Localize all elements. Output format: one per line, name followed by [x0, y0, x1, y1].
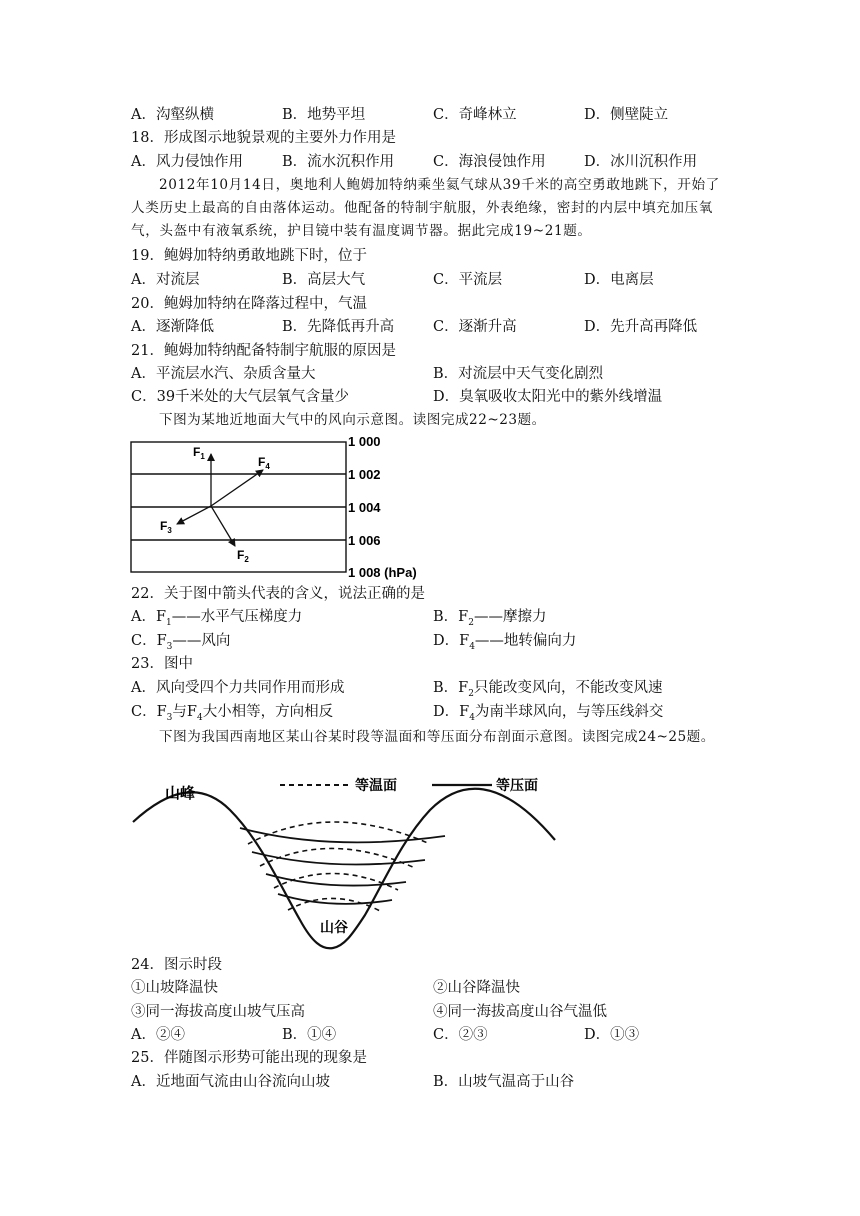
intro-22-23: 下图为某地近地面大气中的风向示意图。读图完成22~23题。 [159, 412, 546, 428]
valley-profile-diagram [130, 770, 560, 960]
q18-option-c: C．海浪侵蚀作用 [433, 154, 546, 170]
legend-isotherm-label: 等温面 [355, 777, 397, 793]
q23-option-a: A．风向受四个力共同作用而形成 [131, 680, 345, 696]
isobar-label-1004: 1 004 [348, 500, 381, 515]
q24-stem: 24．图示时段 [131, 957, 222, 973]
q19-option-d: D．电离层 [584, 272, 654, 288]
q23-stem: 23．图中 [131, 656, 193, 672]
q17-option-c: C．奇峰林立 [433, 107, 517, 123]
q22-option-b: B．$F_2——$摩擦力 [433, 609, 547, 628]
q24-item-2: ②山谷降温快 [433, 980, 520, 996]
q20-stem: 20．鲍姆加特纳在降落过程中，气温 [131, 296, 367, 312]
isobar-label-1006: 1 006 [348, 533, 381, 548]
q25-stem: 25．伴随图示形势可能出现的现象是 [131, 1050, 367, 1066]
q19-option-c: C．平流层 [433, 272, 503, 288]
q18-stem: 18．形成图示地貌景观的主要外力作用是 [131, 130, 396, 146]
isobar-label-1000: 1 000 [348, 434, 381, 449]
q22-option-c: C．$F_3——$风向 [131, 633, 231, 652]
peak-label: 山峰 [165, 785, 196, 802]
label-f4: $F_4$ [258, 455, 270, 471]
q19-option-b: B．高层大气 [282, 272, 366, 288]
arrow-f4 [211, 470, 263, 506]
q19-stem: 19．鲍姆加特纳勇敢地跳下时，位于 [131, 248, 367, 264]
q25-option-a: A．近地面气流由山谷流向山坡 [131, 1074, 330, 1090]
q18-option-d: D．冰川沉积作用 [584, 154, 698, 170]
q23-option-b: B．$F_2$只能改变风向，不能改变风速 [433, 680, 663, 699]
q21-option-c: C．39千米处的大气层氧气含量少 [131, 389, 350, 405]
q23-option-c: C．$F_3$与$F_4$大小相等，方向相反 [131, 704, 334, 723]
q22-option-d: D．$F_4——$地转偏向力 [433, 633, 577, 652]
q24-option-c: C．②③ [433, 1027, 488, 1043]
intro-24-25: 下图为我国西南地区某山谷某时段等温面和等压面分布剖面示意图。读图完成24~25题。 [159, 729, 715, 745]
q18-option-b: B．流水沉积作用 [282, 154, 395, 170]
q23-option-d: D．$F_4$为南半球风向，与等压线斜交 [433, 704, 664, 723]
label-f3: $F_3$ [160, 519, 172, 535]
q24-option-d: D．①③ [584, 1027, 640, 1043]
q21-option-b: B．对流层中天气变化剧烈 [433, 366, 604, 382]
q24-item-1: ①山坡降温快 [131, 980, 218, 996]
wind-force-diagram [125, 432, 445, 580]
isobar-label-1008: 1 008 (hPa) [348, 565, 417, 580]
q21-option-d: D．臭氧吸收太阳光中的紫外线增温 [433, 389, 663, 405]
q17-option-a: A．沟壑纵横 [131, 107, 214, 123]
isobar-label-1002: 1 002 [348, 467, 381, 482]
q22-option-a: A．$F_1——$水平气压梯度力 [131, 609, 303, 628]
q20-option-b: B．先降低再升高 [282, 319, 395, 335]
q21-stem: 21．鲍姆加特纳配备特制宇航服的原因是 [131, 343, 396, 359]
q24-option-b: B．①④ [282, 1027, 337, 1043]
q20-option-d: D．先升高再降低 [584, 319, 698, 335]
q21-option-a: A．平流层水汽、杂质含量大 [131, 366, 316, 382]
arrow-f3 [177, 506, 211, 524]
q24-option-a: A．②④ [131, 1027, 185, 1043]
passage-19-21: 2012年10月14日，奥地利人鲍姆加特纳乘坐氦气球从39千米的高空勇敢地跳下，开始了人类历史上最高的自由落体运动。他配备的特制宇航服，外表绝缘，密封的内层中填充加压氧气，头盔中有液氧系统，护目镜中装有温度调节器。据此完成19~21题。 [131, 177, 720, 239]
q24-item-3: ③同一海拔高度山坡气压高 [131, 1004, 305, 1020]
q19-option-a: A．对流层 [131, 272, 200, 288]
label-f1: $F_1$ [193, 445, 205, 461]
q25-option-b: B．山坡气温高于山谷 [433, 1074, 575, 1090]
q20-option-c: C．逐渐升高 [433, 319, 517, 335]
q24-item-4: ④同一海拔高度山谷气温低 [433, 1004, 607, 1020]
q22-stem: 22．关于图中箭头代表的含义，说法正确的是 [131, 586, 425, 602]
q17-option-b: B．地势平坦 [282, 107, 366, 123]
q18-option-a: A．风力侵蚀作用 [131, 154, 243, 170]
valley-label: 山谷 [320, 919, 348, 935]
q17-option-d: D．侧壁陡立 [584, 107, 669, 123]
label-f2: $F_2$ [237, 548, 249, 564]
q20-option-a: A．逐渐降低 [131, 319, 214, 335]
legend-isobar-label: 等压面 [496, 777, 538, 793]
